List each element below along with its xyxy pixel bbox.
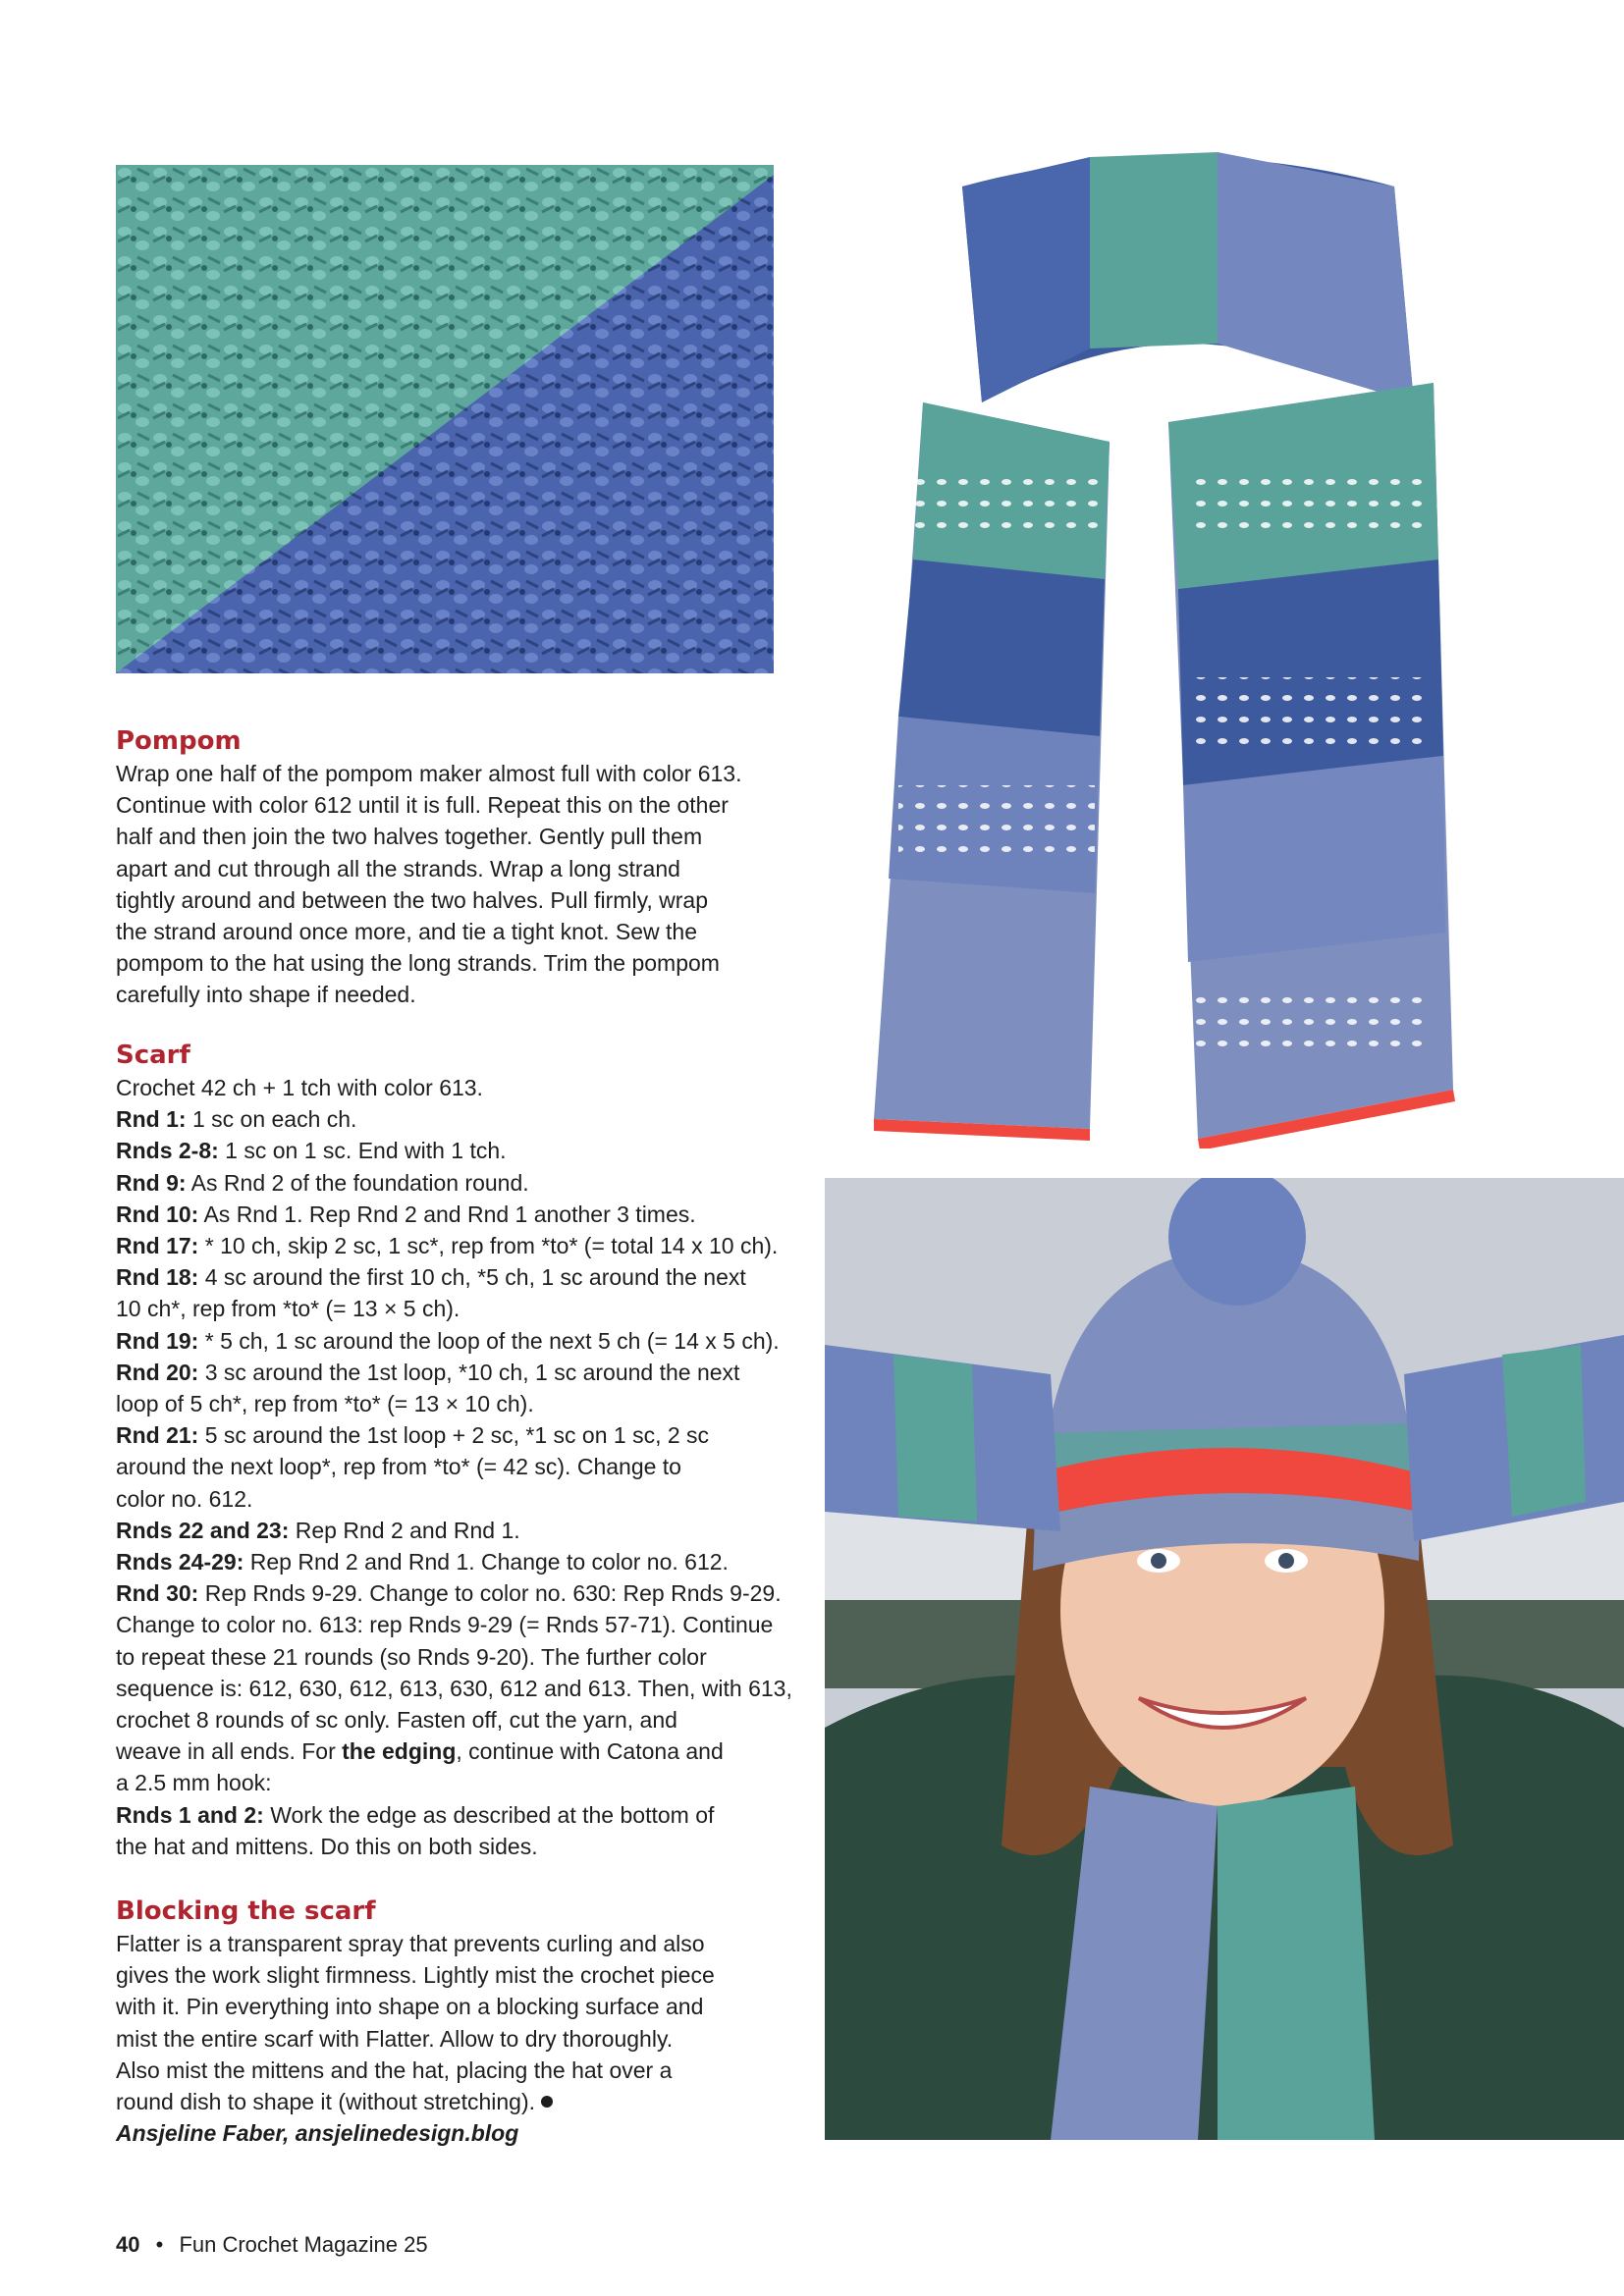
round-line: Rnds 22 and 23: Rep Rnd 2 and Rnd 1. — [116, 1517, 520, 1543]
text-line: Continue with color 612 until it is full. Repeat this on the other — [116, 792, 729, 819]
blocking-heading: Blocking the scarf — [116, 1896, 376, 1926]
pompom-heading: Pompom — [116, 726, 242, 756]
stitch-closeup-image — [116, 165, 774, 673]
round-line: crochet 8 rounds of sc only. Fasten off, cut the yarn, and — [116, 1707, 677, 1734]
round-line: 10 ch*, rep from *to* (= 13 × 5 ch). — [116, 1296, 460, 1322]
round-line: Rnds 1 and 2: Work the edge as described at the bottom of — [116, 1801, 715, 1828]
text-line: mist the entire scarf with Flatter. Allow to dry thoroughly. — [116, 2025, 674, 2052]
round-line: Rnd 17: * 10 ch, skip 2 sc, 1 sc*, rep from *to* (= total 14 x 10 ch). — [116, 1233, 779, 1259]
scarf-instructions — [116, 1072, 803, 1862]
round-line: loop of 5 ch*, rep from *to* (= 13 × 10 ch). — [116, 1391, 534, 1417]
text-line: with it. Pin everything into shape on a blocking surface and — [116, 1994, 704, 2020]
pompom-section — [116, 724, 803, 1011]
end-bullet-icon — [541, 2096, 553, 2108]
round-line: around the next loop*, rep from *to* (= 42 sc). Change to — [116, 1454, 681, 1480]
scarf-section — [116, 1039, 803, 1862]
text-line: Crochet 42 ch + 1 tch with color 613. — [116, 1075, 483, 1100]
text-line: a 2.5 mm hook: — [116, 1770, 272, 1796]
footer-separator: • — [155, 2232, 164, 2257]
model-wearing-set-image — [825, 1178, 1624, 2140]
text-line: Wrap one half of the pompom maker almost full with color 613. — [116, 761, 742, 786]
text-line: gives the work slight firmness. Lightly mist the crochet piece — [116, 1962, 715, 1989]
round-line: Rnd 21: 5 sc around the 1st loop + 2 sc, *1 sc on 1 sc, 2 sc — [116, 1422, 710, 1449]
round-line: sequence is: 612, 630, 612, 613, 630, 612 and 613. Then, with 613, — [116, 1675, 792, 1701]
scarf-image — [844, 147, 1532, 1148]
blocking-text — [116, 1928, 803, 2149]
blocking-section — [116, 1895, 803, 2149]
round-line: Rnd 9: As Rnd 2 of the foundation round. — [116, 1169, 529, 1196]
page-footer — [116, 2230, 428, 2260]
magazine-title: Fun Crochet Magazine 25 — [179, 2232, 428, 2257]
scarf-heading: Scarf — [116, 1041, 190, 1070]
text-line: the hat and mittens. Do this on both sides. — [116, 1833, 538, 1859]
text-line: pompom to the hat using the long strands. Trim the pompom — [116, 950, 720, 977]
text-line: apart and cut through all the strands. Wrap a long strand — [116, 855, 680, 881]
text-line: round dish to shape it (without stretching). — [116, 2086, 803, 2117]
text-line: Also mist the mittens and the hat, placing the hat over a — [116, 2056, 673, 2083]
edging-line: weave in all ends. For the edging, continue with Catona and — [116, 1738, 724, 1765]
round-line: Rnd 19: * 5 ch, 1 sc around the loop of the next 5 ch (= 14 x 5 ch). — [116, 1327, 780, 1354]
author-credit: Ansjeline Faber, ansjelinedesign.blog — [116, 2120, 519, 2147]
round-line: Rnd 20: 3 sc around the 1st loop, *10 ch, 1 sc around the next — [116, 1359, 740, 1385]
round-line: Rnd 10: As Rnd 1. Rep Rnd 2 and Rnd 1 another 3 times. — [116, 1201, 696, 1227]
round-line: Change to color no. 613: rep Rnds 9-29 (= Rnds 57-71). Continue — [116, 1612, 774, 1638]
round-line: Rnds 24-29: Rep Rnd 2 and Rnd 1. Change to color no. 612. — [116, 1549, 729, 1575]
page-number: 40 — [116, 2232, 140, 2257]
text-line: carefully into shape if needed. — [116, 982, 416, 1008]
round-line: Rnd 30: Rep Rnds 9-29. Change to color no. 630: Rep Rnds 9-29. — [116, 1580, 782, 1607]
text-line: Flatter is a transparent spray that prevents curling and also — [116, 1931, 705, 1956]
round-line: color no. 612. — [116, 1485, 253, 1512]
round-line: Rnd 18: 4 sc around the first 10 ch, *5 ch, 1 sc around the next — [116, 1264, 746, 1291]
round-line: Rnd 1: 1 sc on each ch. — [116, 1106, 357, 1133]
text-line: the strand around once more, and tie a tight knot. Sew the — [116, 919, 697, 945]
text-line: tightly around and between the two halves. Pull firmly, wrap — [116, 886, 708, 913]
text-line: half and then join the two halves together. Gently pull them — [116, 824, 703, 850]
round-line: to repeat these 21 rounds (so Rnds 9-20). The further color — [116, 1643, 707, 1670]
pompom-text — [116, 758, 803, 1011]
round-line: Rnds 2-8: 1 sc on 1 sc. End with 1 tch. — [116, 1138, 507, 1164]
